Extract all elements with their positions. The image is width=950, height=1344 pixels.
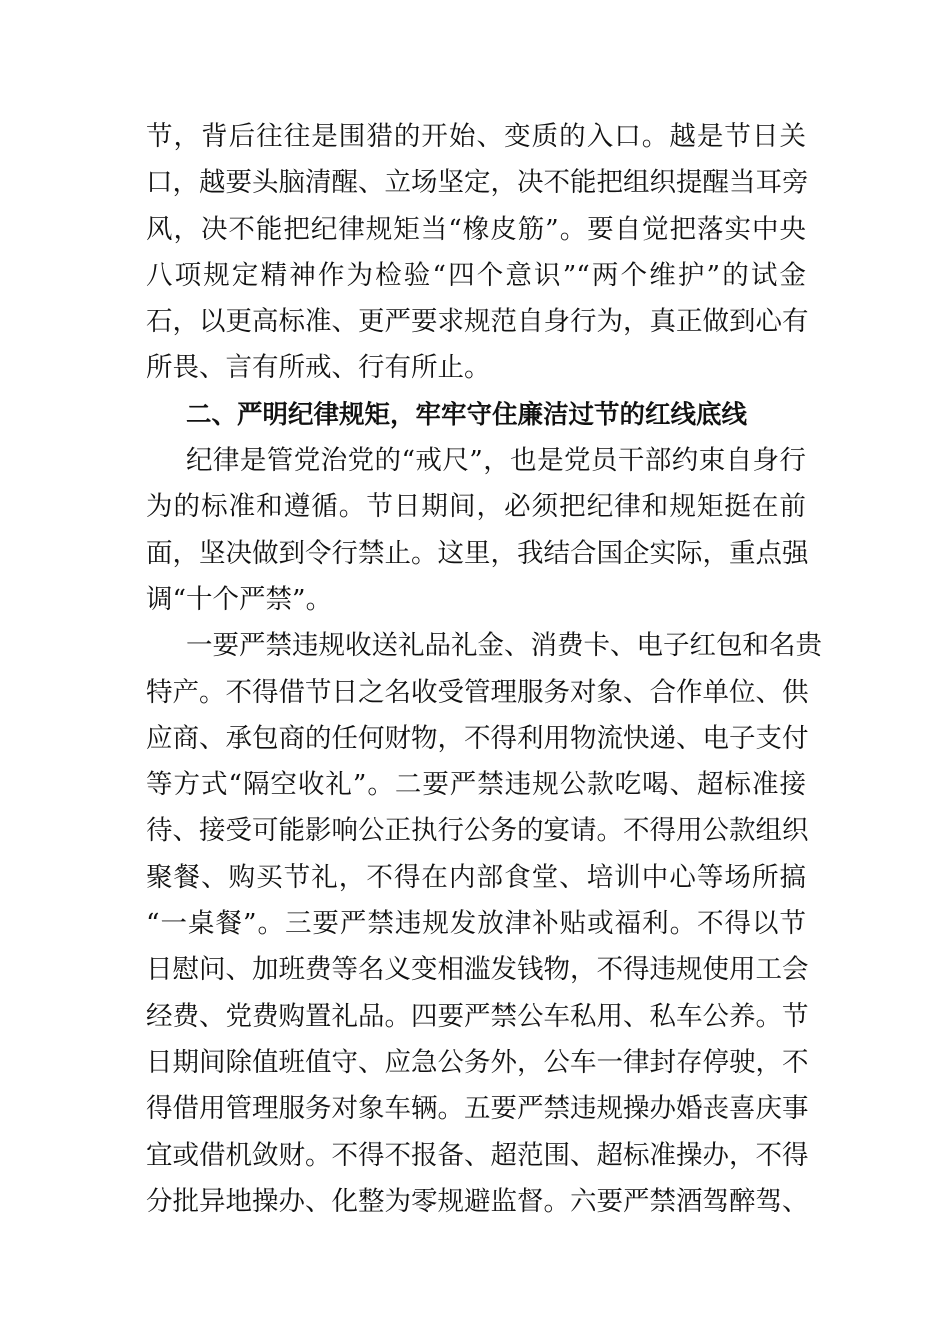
text-line: 聚餐、购买节礼，不得在内部食堂、培训中心等场所搞 <box>146 861 806 893</box>
text-line: 宜或借机敛财。不得不报备、超范围、超标准操办，不得 <box>146 1139 809 1171</box>
text-line: 节，背后往往是围猎的开始、变质的入口。越是节日关 <box>146 121 806 152</box>
text-line: 待、接受可能影响公正执行公务的宴请。不得用公款组织 <box>146 815 809 847</box>
text-line: 经费、党费购置礼品。四要严禁公车私用、私车公养。节 <box>146 1000 809 1032</box>
text-line: 所畏、言有所戒、行有所止。 <box>146 352 491 384</box>
text-line: 风，决不能把纪律规矩当“橡皮筋”。要自觉把落实中央 <box>146 213 806 245</box>
text-line: 调“十个严禁”。 <box>146 583 333 615</box>
text-line: 八项规定精神作为检验“四个意识”“两个维护”的试金 <box>146 259 806 291</box>
text-line: 分批异地操办、化整为零规避监督。六要严禁酒驾醉驾、 <box>146 1185 809 1217</box>
text-line: “一桌餐”。三要严禁违规发放津补贴或福利。不得以节 <box>146 908 806 940</box>
text-line: 日慰问、加班费等名义变相滥发钱物，不得违规使用工会 <box>146 954 809 986</box>
paragraph-ten-prohibitions <box>146 623 822 1225</box>
paragraph-discipline <box>146 438 809 623</box>
section-heading: 二、严明纪律规矩，牢牢守住廉洁过节的红线底线 <box>186 399 748 430</box>
text-line: 为的标准和遵循。节日期间，必须把纪律和规矩挺在前 <box>146 491 806 523</box>
text-line: 特产。不得借节日之名收受管理服务对象、合作单位、供 <box>146 676 809 708</box>
text-line: 口，越要头脑清醒、立场坚定，决不能把组织提醒当耳旁 <box>146 167 809 199</box>
text-line: 等方式“隔空收礼”。二要严禁违规公款吃喝、超标准接 <box>146 769 806 801</box>
text-line: 日期间除值班值守、应急公务外，公车一律封存停驶，不 <box>146 1046 809 1078</box>
text-line: 面，坚决做到令行禁止。这里，我结合国企实际，重点强 <box>146 537 809 569</box>
paragraph-continuation <box>146 114 809 392</box>
document-page <box>146 114 822 1225</box>
text-line: 纪律是管党治党的“戒尺”，也是党员干部约束自身行 <box>186 445 806 477</box>
text-line: 石，以更高标准、更严要求规范自身行为，真正做到心有 <box>146 306 809 338</box>
text-line: 得借用管理服务对象车辆。五要严禁违规操办婚丧喜庆事 <box>146 1093 809 1125</box>
text-line: 一要严禁违规收送礼品礼金、消费卡、电子红包和名贵 <box>186 630 822 662</box>
text-line: 应商、承包商的任何财物，不得利用物流快递、电子支付 <box>146 722 809 754</box>
